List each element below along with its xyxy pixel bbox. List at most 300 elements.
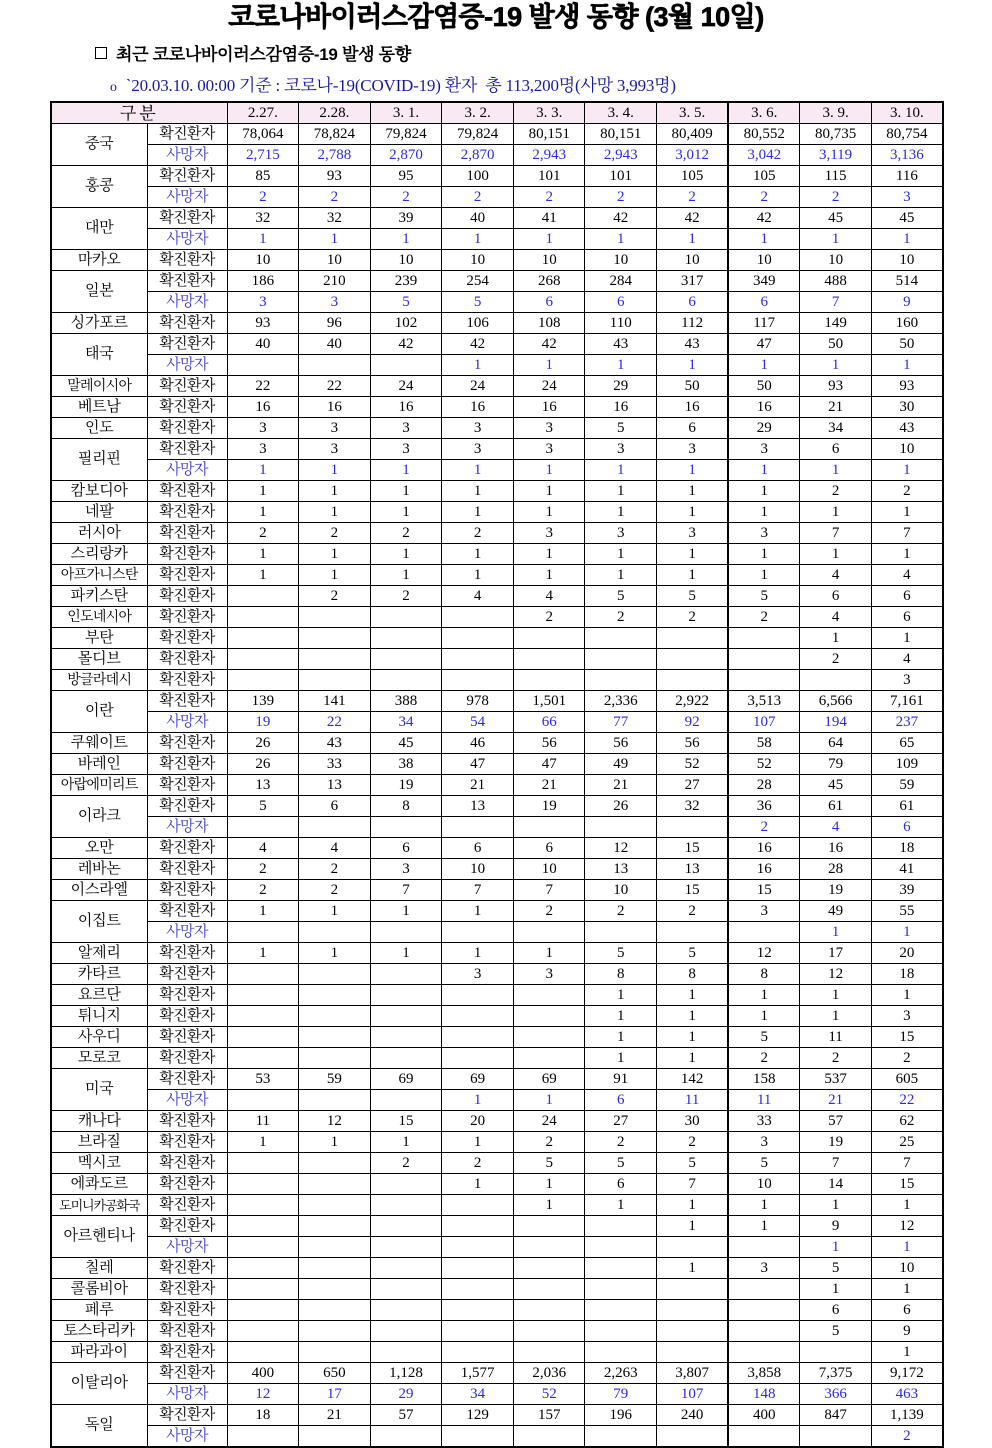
table-row [51, 1426, 943, 1448]
metric-label-cases: 확진환자 [147, 670, 227, 691]
cell-deaths: 77 [585, 712, 657, 733]
metric-label-cases: 확진환자 [147, 439, 227, 460]
cell-cases: 21 [442, 775, 514, 796]
cell-cases: 10 [370, 250, 442, 271]
cell-cases [513, 628, 585, 649]
cell-cases: 1 [728, 565, 800, 586]
cell-deaths [227, 922, 299, 943]
metric-label-cases: 확진환자 [147, 859, 227, 880]
cell-cases: 1 [728, 481, 800, 502]
cell-deaths [227, 1237, 299, 1258]
cell-cases: 1 [442, 943, 514, 964]
cell-deaths: 2,943 [513, 145, 585, 166]
cell-cases: 43 [657, 334, 729, 355]
cell-cases: 101 [513, 166, 585, 187]
cell-cases: 19 [513, 796, 585, 817]
cell-cases: 1 [728, 1006, 800, 1027]
cell-cases: 157 [513, 1405, 585, 1426]
cell-cases: 488 [800, 271, 872, 292]
cell-cases: 2 [442, 1153, 514, 1174]
country-label: 이스라엘 [51, 880, 147, 901]
table-row [51, 1342, 943, 1363]
cell-cases: 6 [657, 418, 729, 439]
cell-cases: 1 [370, 901, 442, 922]
cell-cases: 1 [871, 544, 943, 565]
cell-cases [442, 1279, 514, 1300]
cell-cases: 7 [800, 1153, 872, 1174]
cell-cases: 1 [299, 1132, 371, 1153]
cell-deaths: 1 [585, 355, 657, 376]
cell-deaths [585, 922, 657, 943]
cell-deaths: 1 [370, 229, 442, 250]
cell-deaths: 22 [871, 1090, 943, 1111]
cell-cases: 3 [513, 523, 585, 544]
cell-deaths [657, 1426, 729, 1448]
cell-cases: 1 [657, 1195, 729, 1216]
cell-cases: 42 [442, 334, 514, 355]
metric-label-cases: 확진환자 [147, 1174, 227, 1195]
cell-cases: 55 [871, 901, 943, 922]
cell-cases: 13 [299, 775, 371, 796]
table-row [51, 1258, 943, 1279]
cell-cases: 102 [370, 313, 442, 334]
metric-label-cases: 확진환자 [147, 124, 227, 145]
cell-cases: 1 [227, 901, 299, 922]
cell-cases: 21 [800, 397, 872, 418]
cell-cases: 4 [442, 586, 514, 607]
cell-cases: 53 [227, 1069, 299, 1090]
cell-cases: 3 [299, 439, 371, 460]
metric-label-cases: 확진환자 [147, 250, 227, 271]
cell-cases: 10 [585, 880, 657, 901]
cell-deaths: 366 [800, 1384, 872, 1405]
table-row [51, 1111, 943, 1132]
metric-label-cases: 확진환자 [147, 901, 227, 922]
cell-cases: 8 [370, 796, 442, 817]
country-label: 인도네시아 [51, 607, 147, 628]
cell-cases: 80,409 [657, 124, 729, 145]
cell-cases: 1 [657, 1048, 729, 1069]
metric-label-cases: 확진환자 [147, 481, 227, 502]
cell-cases [513, 649, 585, 670]
cell-cases [442, 1342, 514, 1363]
cell-cases: 12 [585, 838, 657, 859]
cell-deaths: 1 [800, 922, 872, 943]
cell-deaths [442, 922, 514, 943]
country-label: 사우디 [51, 1027, 147, 1048]
table-row [51, 187, 943, 208]
cell-deaths: 1 [370, 460, 442, 481]
metric-label-cases: 확진환자 [147, 1195, 227, 1216]
table-row [51, 586, 943, 607]
table-row [51, 1321, 943, 1342]
country-label: 싱가포르 [51, 313, 147, 334]
header-date-8: 3. 9. [800, 102, 872, 124]
cell-cases [299, 1300, 371, 1321]
cell-cases [227, 1279, 299, 1300]
cell-deaths: 1 [442, 1090, 514, 1111]
cell-cases [299, 1258, 371, 1279]
cell-cases [299, 1048, 371, 1069]
table-row [51, 313, 943, 334]
cell-deaths: 6 [585, 1090, 657, 1111]
page-title: 코로나바이러스감염증-19 발생 동향 (3월 10일) [228, 2, 764, 32]
cell-cases [728, 1300, 800, 1321]
cell-cases: 79,824 [442, 124, 514, 145]
cell-cases: 69 [370, 1069, 442, 1090]
cell-cases: 10 [657, 250, 729, 271]
cell-cases: 56 [585, 733, 657, 754]
header-date-4: 3. 3. [513, 102, 585, 124]
country-label: 일본 [51, 271, 147, 313]
cell-cases: 3 [370, 859, 442, 880]
cell-cases: 1 [513, 481, 585, 502]
cell-cases: 3 [513, 439, 585, 460]
table-row [51, 145, 943, 166]
cell-deaths [299, 922, 371, 943]
cell-cases: 1,128 [370, 1363, 442, 1384]
cell-cases [370, 1006, 442, 1027]
table-row [51, 481, 943, 502]
cell-deaths: 1 [513, 460, 585, 481]
cell-cases: 115 [800, 166, 872, 187]
cell-deaths [657, 1237, 729, 1258]
cell-deaths [299, 817, 371, 838]
cell-cases: 1 [227, 565, 299, 586]
cell-deaths [657, 922, 729, 943]
metric-label-cases: 확진환자 [147, 1342, 227, 1363]
cell-cases: 4 [299, 838, 371, 859]
cell-deaths: 3 [871, 187, 943, 208]
cell-deaths: 6 [585, 292, 657, 313]
cell-cases: 8 [585, 964, 657, 985]
cell-deaths [513, 1426, 585, 1448]
country-label: 튀니지 [51, 1006, 147, 1027]
metric-label-cases: 확진환자 [147, 943, 227, 964]
cell-cases [299, 1006, 371, 1027]
cell-cases: 65 [871, 733, 943, 754]
cell-deaths: 107 [728, 712, 800, 733]
cell-cases [800, 1342, 872, 1363]
header-date-6: 3. 5. [657, 102, 729, 124]
cell-cases: 46 [442, 733, 514, 754]
cell-cases: 2 [299, 859, 371, 880]
cell-cases: 32 [227, 208, 299, 229]
cell-cases: 16 [657, 397, 729, 418]
cell-cases: 61 [800, 796, 872, 817]
cell-cases [227, 1048, 299, 1069]
cell-cases: 1 [657, 565, 729, 586]
cell-cases: 1 [585, 985, 657, 1006]
cell-cases: 20 [442, 1111, 514, 1132]
cell-cases: 26 [227, 754, 299, 775]
cell-deaths: 1 [585, 229, 657, 250]
table-row [51, 166, 943, 187]
cell-cases [227, 1342, 299, 1363]
cell-cases: 254 [442, 271, 514, 292]
country-label: 중국 [51, 124, 147, 166]
cell-cases [442, 607, 514, 628]
cell-cases: 10 [227, 250, 299, 271]
metric-label-deaths: 사망자 [147, 1426, 227, 1448]
table-row [51, 628, 943, 649]
cell-cases: 3 [657, 523, 729, 544]
cell-cases: 12 [800, 964, 872, 985]
metric-label-cases: 확진환자 [147, 607, 227, 628]
table-header [51, 102, 943, 124]
cell-cases: 1 [299, 901, 371, 922]
cell-cases: 50 [728, 376, 800, 397]
table-row [51, 964, 943, 985]
cell-cases: 1 [585, 1048, 657, 1069]
cell-cases: 5 [585, 418, 657, 439]
cell-cases: 1 [442, 502, 514, 523]
cell-cases [513, 1258, 585, 1279]
cell-deaths: 1 [871, 1237, 943, 1258]
cell-cases: 2 [871, 1048, 943, 1069]
cell-cases: 7 [442, 880, 514, 901]
cell-cases: 3 [728, 523, 800, 544]
cell-cases [442, 1006, 514, 1027]
cell-cases: 39 [871, 880, 943, 901]
cell-cases: 78,824 [299, 124, 371, 145]
cell-cases: 2 [513, 901, 585, 922]
cell-deaths [227, 817, 299, 838]
cell-deaths [728, 1237, 800, 1258]
table-row [51, 250, 943, 271]
cell-deaths: 5 [370, 292, 442, 313]
cell-cases [513, 1027, 585, 1048]
cell-cases: 13 [585, 859, 657, 880]
cell-deaths: 1 [513, 355, 585, 376]
cell-cases: 1 [370, 1132, 442, 1153]
country-label: 캐나다 [51, 1111, 147, 1132]
cell-cases: 61 [871, 796, 943, 817]
cell-cases: 142 [657, 1069, 729, 1090]
cell-cases: 40 [299, 334, 371, 355]
cell-cases: 978 [442, 691, 514, 712]
country-label: 미국 [51, 1069, 147, 1111]
cell-cases [299, 1027, 371, 1048]
cell-cases: 6 [800, 586, 872, 607]
cell-cases: 26 [227, 733, 299, 754]
cell-cases [657, 649, 729, 670]
cell-cases [442, 649, 514, 670]
cell-cases: 7 [800, 523, 872, 544]
cell-cases [299, 964, 371, 985]
cell-cases [513, 1279, 585, 1300]
cell-cases: 2 [299, 523, 371, 544]
cell-deaths [657, 817, 729, 838]
cell-cases: 1 [728, 502, 800, 523]
cell-cases [227, 1153, 299, 1174]
cell-cases [513, 1216, 585, 1237]
table-row [51, 1132, 943, 1153]
country-label: 스리랑카 [51, 544, 147, 565]
cell-cases: 10 [442, 859, 514, 880]
cell-cases: 29 [585, 376, 657, 397]
cell-cases: 30 [657, 1111, 729, 1132]
table-row [51, 1216, 943, 1237]
table-row [51, 376, 943, 397]
cell-cases [728, 1321, 800, 1342]
metric-label-cases: 확진환자 [147, 1363, 227, 1384]
cell-cases: 100 [442, 166, 514, 187]
cell-cases: 1 [800, 985, 872, 1006]
metric-label-cases: 확진환자 [147, 691, 227, 712]
cell-cases: 22 [299, 376, 371, 397]
cell-cases: 16 [442, 397, 514, 418]
cell-cases: 3 [370, 439, 442, 460]
cell-deaths: 21 [800, 1090, 872, 1111]
country-label: 대만 [51, 208, 147, 250]
cell-cases: 40 [442, 208, 514, 229]
cell-deaths: 2 [657, 187, 729, 208]
cell-deaths [299, 1237, 371, 1258]
cell-deaths [299, 355, 371, 376]
cell-cases: 32 [657, 796, 729, 817]
metric-label-cases: 확진환자 [147, 523, 227, 544]
cell-cases: 5 [227, 796, 299, 817]
cell-deaths: 2 [370, 187, 442, 208]
cell-cases: 8 [657, 964, 729, 985]
cell-deaths [585, 1426, 657, 1448]
cell-cases [585, 1342, 657, 1363]
cell-deaths: 2,715 [227, 145, 299, 166]
cell-cases [585, 1279, 657, 1300]
table-row [51, 1363, 943, 1384]
table-row [51, 565, 943, 586]
cell-cases: 5 [728, 1027, 800, 1048]
cell-deaths: 66 [513, 712, 585, 733]
country-label: 마카오 [51, 250, 147, 271]
cell-cases [299, 1321, 371, 1342]
cell-cases: 80,151 [585, 124, 657, 145]
cell-cases: 80,754 [871, 124, 943, 145]
cell-deaths [227, 1090, 299, 1111]
cell-cases [585, 1300, 657, 1321]
cell-cases: 2,922 [657, 691, 729, 712]
cell-cases: 27 [657, 775, 729, 796]
cell-cases [370, 628, 442, 649]
cell-deaths [728, 1426, 800, 1448]
cell-cases: 268 [513, 271, 585, 292]
cell-cases [370, 1174, 442, 1195]
cell-cases: 1 [513, 943, 585, 964]
cell-cases: 59 [871, 775, 943, 796]
cell-cases: 18 [871, 964, 943, 985]
cell-cases: 2 [299, 880, 371, 901]
cell-cases: 388 [370, 691, 442, 712]
cell-cases: 2 [800, 649, 872, 670]
cell-cases: 29 [728, 418, 800, 439]
cell-cases: 7 [657, 1174, 729, 1195]
cell-cases: 2 [657, 1132, 729, 1153]
cell-cases [585, 1321, 657, 1342]
cell-cases [513, 1342, 585, 1363]
cell-cases: 30 [871, 397, 943, 418]
cell-cases: 1 [800, 1195, 872, 1216]
section-heading-level2 [110, 71, 992, 96]
metric-label-cases: 확진환자 [147, 313, 227, 334]
cell-cases: 1 [370, 544, 442, 565]
metric-label-cases: 확진환자 [147, 880, 227, 901]
cell-cases [227, 1258, 299, 1279]
cell-cases: 4 [227, 838, 299, 859]
cell-cases: 7,375 [800, 1363, 872, 1384]
cell-cases [370, 1216, 442, 1237]
covid-statistics-table [50, 101, 944, 1448]
cell-deaths: 2,870 [370, 145, 442, 166]
cell-cases [227, 1027, 299, 1048]
table-row [51, 292, 943, 313]
cell-cases: 210 [299, 271, 371, 292]
cell-cases: 17 [800, 943, 872, 964]
table-body [51, 124, 943, 1448]
cell-cases: 1 [227, 481, 299, 502]
cell-cases: 5 [585, 586, 657, 607]
cell-cases: 20 [871, 943, 943, 964]
cell-deaths: 194 [800, 712, 872, 733]
cell-cases: 13 [442, 796, 514, 817]
cell-deaths: 54 [442, 712, 514, 733]
cell-cases: 32 [299, 208, 371, 229]
cell-cases: 43 [299, 733, 371, 754]
cell-deaths: 9 [871, 292, 943, 313]
metric-label-cases: 확진환자 [147, 628, 227, 649]
cell-cases: 3 [871, 670, 943, 691]
header-date-0: 2.27. [227, 102, 299, 124]
country-label: 알제리 [51, 943, 147, 964]
cell-deaths [227, 355, 299, 376]
cell-cases: 57 [370, 1405, 442, 1426]
table-row [51, 334, 943, 355]
metric-label-deaths: 사망자 [147, 1384, 227, 1405]
cell-cases [442, 1027, 514, 1048]
metric-label-deaths: 사망자 [147, 922, 227, 943]
cell-deaths [370, 1426, 442, 1448]
cell-cases [227, 607, 299, 628]
cell-cases: 12 [299, 1111, 371, 1132]
cell-cases [370, 1027, 442, 1048]
table-row [51, 754, 943, 775]
cell-cases: 26 [585, 796, 657, 817]
cell-cases: 64 [800, 733, 872, 754]
cell-cases [513, 1006, 585, 1027]
cell-cases: 95 [370, 166, 442, 187]
cell-cases: 2,036 [513, 1363, 585, 1384]
cell-cases: 5 [800, 1321, 872, 1342]
cell-cases: 93 [871, 376, 943, 397]
cell-cases: 1 [657, 481, 729, 502]
header-date-5: 3. 4. [585, 102, 657, 124]
table-row [51, 775, 943, 796]
cell-cases: 6 [370, 838, 442, 859]
cell-cases: 8 [728, 964, 800, 985]
cell-cases [299, 628, 371, 649]
country-label: 이란 [51, 691, 147, 733]
cell-deaths [585, 1237, 657, 1258]
cell-deaths [442, 1237, 514, 1258]
cell-deaths: 2,870 [442, 145, 514, 166]
cell-cases: 4 [871, 649, 943, 670]
table-row [51, 271, 943, 292]
cell-cases: 41 [871, 859, 943, 880]
cell-cases [370, 649, 442, 670]
cell-deaths [370, 922, 442, 943]
cell-deaths: 52 [513, 1384, 585, 1405]
cell-cases: 16 [800, 838, 872, 859]
